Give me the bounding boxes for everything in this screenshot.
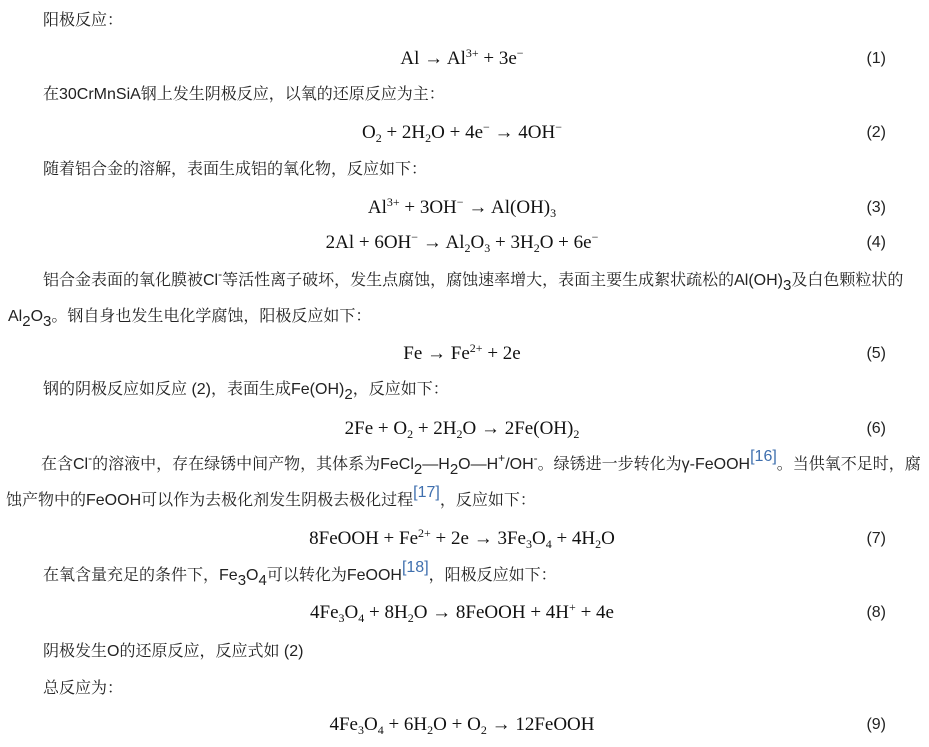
paragraph-green-rust (6, 447, 926, 519)
paragraph-text: 。绿锈进一步转化为γ-FeOOH (537, 456, 751, 473)
paragraph-text: 钢的阴极反应如反应 (2)，表面生成Fe(OH) (43, 381, 345, 398)
paragraph-text: /OH (505, 456, 534, 473)
equation-text: 8FeOOH + Fe (309, 528, 419, 549)
subscript: 4 (258, 572, 267, 589)
paragraph-text: 阴极发生O的还原反应，反应式如 (2) (43, 643, 304, 660)
superscript: − (555, 120, 563, 134)
equation-3 (0, 193, 929, 223)
equation-text: + 4e (575, 602, 614, 623)
paragraph-text: O (246, 567, 259, 584)
equation-body (0, 710, 924, 740)
superscript: − (591, 230, 599, 244)
equation-text: O + 4e (431, 122, 484, 143)
paragraph-pitting-corrosion (8, 263, 919, 335)
equation-text: 4Fe (310, 602, 339, 623)
paragraph-text: 及白色颗粒状的Al (8, 272, 904, 325)
citation-link-16[interactable]: [16] (750, 448, 777, 465)
equation-text: 2Al + 6OH (325, 232, 412, 253)
equation-6 (0, 414, 929, 444)
equation-text: + 2e (482, 343, 521, 364)
superscript: − (411, 230, 419, 244)
subscript: 3 (237, 572, 247, 589)
equation-text: → 4OH (489, 122, 556, 143)
subscript: 2 (425, 131, 432, 145)
equation-body (0, 414, 924, 444)
equation-text: O (601, 528, 615, 549)
paragraph-steel-cathode (8, 372, 919, 408)
equation-2 (0, 118, 929, 148)
paragraph-oxygen-rich (8, 558, 919, 594)
paragraph-cathode-oxygen (8, 634, 919, 670)
equation-body (0, 118, 924, 148)
equation-number: (4) (866, 234, 886, 251)
equation-4 (0, 228, 929, 258)
superscript: - (88, 451, 93, 465)
equation-number: (2) (866, 124, 886, 141)
subscript: 4 (358, 611, 365, 625)
subscript: 2 (533, 241, 540, 255)
equation-text: O (344, 602, 359, 623)
equation-text: + 2H (413, 418, 457, 439)
equation-number: (5) (866, 345, 886, 362)
subscript: 2 (427, 723, 434, 737)
paragraph-total-reaction (8, 671, 919, 707)
equation-text: + 4H (551, 528, 596, 549)
equation-text: + 3OH (399, 197, 457, 218)
subscript: 2 (22, 313, 31, 330)
equation-number: (3) (866, 199, 886, 216)
paragraph-text: O (30, 308, 44, 325)
equation-number: (7) (866, 530, 886, 547)
equation-text: 4Fe (329, 714, 358, 735)
paragraph-text: ，反应如下： (352, 381, 449, 398)
equation-body (0, 598, 924, 628)
superscript: 2+ (418, 526, 431, 540)
superscript: 3+ (465, 46, 479, 60)
paragraph-text: O—H (458, 456, 499, 473)
equation-text: Al → Al (400, 48, 466, 69)
subscript: 2 (464, 241, 471, 255)
subscript: 3 (338, 611, 345, 625)
paragraph-text: 在氧含量充足的条件下，Fe (43, 567, 238, 584)
paragraph-text: 随着铝合金的溶解，表面生成铝的氧化物，反应如下： (43, 161, 428, 178)
equation-text: O + O (433, 714, 481, 735)
equation-text: O (363, 714, 378, 735)
superscript: - (218, 267, 223, 281)
equation-text: O (470, 232, 485, 253)
equation-text: → Al(OH) (463, 197, 551, 218)
equation-text: + 3e (478, 48, 517, 69)
citation-link-17[interactable]: [17] (413, 484, 440, 501)
paragraph-text: 阳极反应： (43, 12, 124, 29)
superscript: − (456, 195, 464, 209)
paragraph-text: 铝合金表面的氧化膜被Cl (43, 272, 219, 289)
subscript: 2 (407, 427, 414, 441)
paragraph-text: 总反应为： (43, 680, 124, 697)
subscript: 3 (783, 277, 792, 294)
paragraph-text: 。钢自身也发生电化学腐蚀，阳极反应如下： (51, 308, 372, 325)
equation-number: (8) (866, 604, 886, 621)
equation-body (0, 524, 924, 554)
paragraph-text: —H (422, 456, 450, 473)
equation-text: O (361, 122, 376, 143)
paragraph-text: ，反应如下： (439, 492, 536, 509)
superscript: - (533, 451, 538, 465)
subscript: 2 (449, 461, 459, 478)
paragraph-aluminum-oxide (8, 152, 919, 188)
equation-text: O (531, 528, 546, 549)
subscript: 2 (573, 427, 580, 441)
superscript: 2+ (469, 341, 483, 355)
equation-text: → 12FeOOH (486, 714, 595, 735)
equation-text: + 8H (364, 602, 408, 623)
subscript: 3 (357, 723, 364, 737)
subscript: 2 (595, 537, 602, 551)
equation-text: O → 2Fe(OH) (462, 418, 574, 439)
citation-link-18[interactable]: [18] (401, 559, 429, 576)
equation-text: → Al (418, 232, 465, 253)
equation-text: Al (367, 197, 387, 218)
superscript: + (569, 600, 576, 614)
equation-8 (0, 598, 929, 628)
superscript: − (483, 120, 490, 134)
subscript: 3 (43, 313, 52, 330)
paragraph-text: 的溶液中，存在绿锈中间产物，其体系为FeCl (92, 456, 414, 473)
equation-body (0, 339, 924, 369)
equation-body (0, 44, 924, 74)
paragraph-text: 可以转化为FeOOH (266, 567, 402, 584)
equation-text: + 2H (381, 122, 426, 143)
paragraph-anode-reaction (8, 3, 919, 39)
equation-number: (1) (866, 50, 886, 67)
equation-5 (0, 339, 929, 369)
equation-text: O + 6e (539, 232, 592, 253)
subscript: 4 (377, 723, 384, 737)
equation-body (0, 228, 924, 258)
paragraph-text: 在含Cl (41, 456, 89, 473)
equation-text: + 6H (383, 714, 428, 735)
superscript: − (516, 46, 524, 60)
subscript: 3 (550, 206, 557, 220)
paragraph-text: 等活性离子破坏，发生点腐蚀，腐蚀速率增大，表面主要生成絮状疏松的Al(OH) (222, 272, 784, 289)
subscript: 3 (525, 537, 532, 551)
equation-body (0, 193, 924, 223)
equation-number: (9) (866, 716, 886, 733)
subscript: 4 (545, 537, 552, 551)
superscript: 3+ (386, 195, 400, 209)
subscript: 2 (413, 461, 423, 478)
paragraph-cathode-steel (8, 77, 919, 113)
subscript: 2 (344, 386, 353, 403)
equation-number: (6) (866, 420, 886, 437)
subscript: 2 (480, 723, 487, 737)
equation-text: 2Fe + O (344, 418, 408, 439)
subscript: 2 (375, 131, 382, 145)
paragraph-text: 。当供氧不足时，腐蚀产物中的FeOOH可以作为去极化剂发生阴极去极化过程 (6, 456, 921, 509)
equation-text: + 3H (490, 232, 534, 253)
subscript: 2 (456, 427, 463, 441)
paragraph-text: ，阳极反应如下： (428, 567, 557, 584)
equation-9 (0, 710, 929, 740)
equation-7 (0, 524, 929, 554)
equation-1 (0, 44, 929, 74)
superscript: + (498, 451, 506, 465)
equation-text: Fe → Fe (403, 343, 470, 364)
subscript: 2 (407, 611, 414, 625)
subscript: 3 (484, 241, 491, 255)
equation-text: + 2e → 3Fe (430, 528, 526, 549)
equation-text: O → 8FeOOH + 4H (413, 602, 570, 623)
paragraph-text: 在30CrMnSiA钢上发生阴极反应，以氧的还原反应为主： (43, 86, 445, 103)
